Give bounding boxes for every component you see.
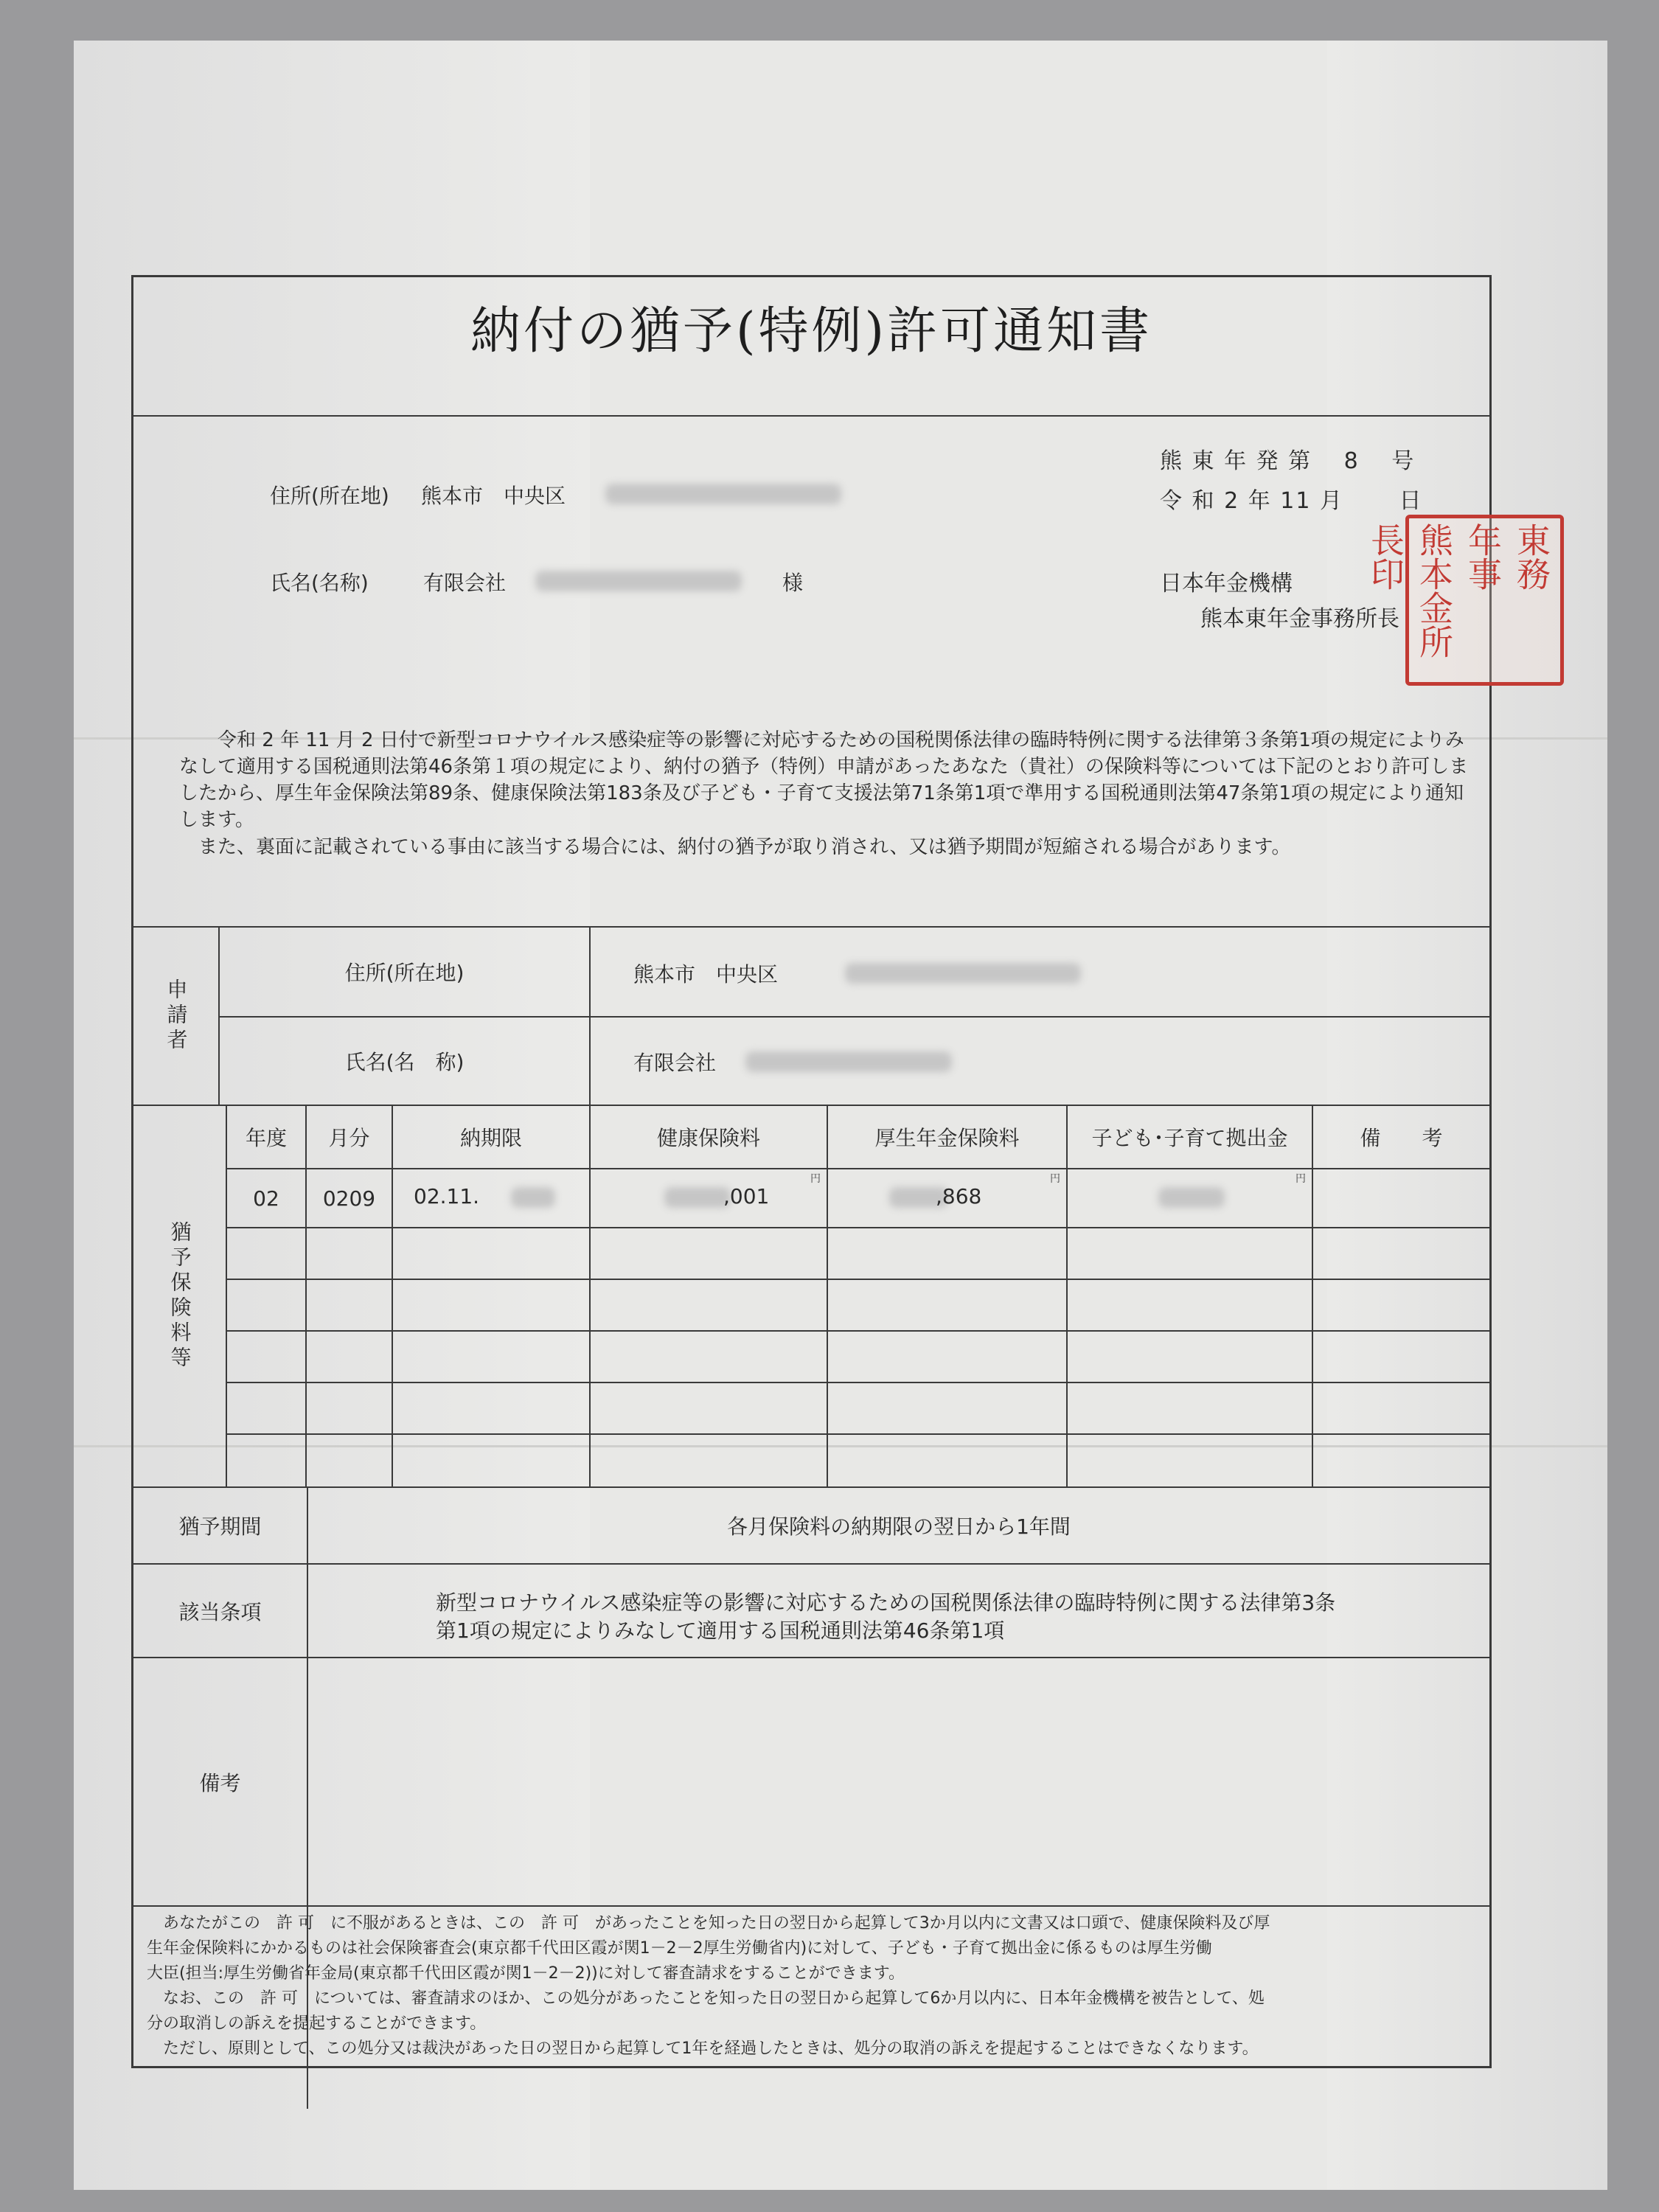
redacted-address (605, 484, 841, 504)
col-header-month: 月分 (328, 1126, 370, 1150)
header-name-value: 有限会社 (423, 571, 507, 595)
footer-line-4: なお、この 許 可 については、審査請求のほか、この処分があったことを知った日の翌日から起算して6か月以内に、日本年金機構を被告として、処 (163, 1989, 1265, 2008)
col-header-year: 年度 (245, 1126, 287, 1150)
row1-pension-amount: ,868 (936, 1184, 982, 1208)
col-header-child-contribution: 子ども･子育て拠出金 (1091, 1126, 1288, 1150)
doc-number: 熊 東 年 発 第 8 号 (1160, 448, 1416, 474)
yen-unit-health: 円 (810, 1173, 821, 1185)
issuer-organization: 日本年金機構 (1160, 571, 1293, 597)
applicable-clause-line2: 第1項の規定によりみなして適用する国税通則法第46条第1項 (436, 1618, 1005, 1643)
document-title: 納付の猶予(特例)許可通知書 (470, 302, 1153, 361)
header-address-label: 住所(所在地) (270, 484, 389, 508)
body-paragraph-1: 令和 2 年 11 月 2 日付で新型コロナウイルス感染症等の影響に対応するための国税関係法律の臨時特例に関する法律第３条第1項の規定によりみなして適用する国税通則法第46条第１項の規定により、納付の猶予（特例）申請があったあなた（貴社）の保険料等については下記のとおり許可しましたから、厚生年金保険法第89条、健康保険法第183条及び子ども・子育て支援法第71条第1項で準用する国税通則法第47条第1項の規定により通知します。 (179, 729, 1469, 831)
applicable-clause-line1: 新型コロナウイルス感染症等の影響に対応するための国税関係法律の臨時特例に関する法律第3条 (436, 1590, 1336, 1615)
remarks-label: 備考 (199, 1770, 241, 1795)
applicant-name-value: 有限会社 (633, 1051, 717, 1075)
redacted-child-amount (1158, 1187, 1225, 1208)
issue-date: 令 和 2 年 11 月 日 (1160, 488, 1423, 514)
yen-unit-child: 円 (1295, 1173, 1306, 1185)
row1-year: 02 (253, 1186, 279, 1211)
footer-notice (147, 1911, 1474, 2062)
issuer-office: 熊本東年金事務所長 (1200, 606, 1399, 632)
clause-divider (133, 1657, 1489, 1658)
seal-column-3: 熊本金所長印 (1366, 523, 1454, 658)
applicant-section-label: 申請者 (164, 978, 189, 1054)
footer-line-3: 大臣(担当:厚生労働省年金局(東京都千代田区霞が関1－2－2))に対して審査請求をすることができます。 (147, 1964, 905, 1983)
applicant-name-label: 氏名(名 称) (344, 1050, 465, 1074)
seal-column-2: 年事 (1463, 523, 1503, 591)
redacted-name (535, 571, 742, 591)
yen-unit-pension: 円 (1050, 1173, 1060, 1185)
premiums-row-divider-1 (226, 1227, 1489, 1228)
seal-column-1: 東務 (1512, 523, 1551, 591)
premiums-row-divider-5 (226, 1433, 1489, 1435)
premiums-row-divider-4 (226, 1382, 1489, 1383)
body-paragraph-2: また、裏面に記載されている事由に該当する場合には、納付の猶予が取り消され、又は猶予期間が短縮される場合があります。 (198, 836, 1291, 858)
row1-due-date: 02.11. (414, 1184, 480, 1208)
col-header-notes: 備 考 (1360, 1126, 1443, 1150)
premiums-header-divider (226, 1168, 1489, 1169)
row1-month: 0209 (322, 1186, 376, 1211)
redacted-applicant-address (845, 963, 1081, 984)
footer-line-5: 分の取消しの訴えを提起することができます。 (147, 2014, 487, 2033)
applicable-clause-label: 該当条項 (178, 1599, 262, 1624)
applicant-address-label: 住所(所在地) (344, 961, 465, 985)
row1-health-amount: ,001 (723, 1184, 770, 1208)
premiums-section-label: 猶予保険料等 (167, 1221, 192, 1371)
footer-line-1: あなたがこの 許 可 に不服があるときは、この 許 可 があったことを知った日の翌日から起算して3か月以内に文書又は口頭で、健康保険料及び厚 (163, 1914, 1270, 1933)
applicant-address-value: 熊本市 中央区 (633, 962, 779, 987)
official-seal (1366, 515, 1564, 686)
redacted-applicant-name (745, 1051, 952, 1072)
header-address-value: 熊本市 中央区 (421, 484, 566, 508)
notice-form (131, 275, 1551, 2068)
footer-line-6: ただし、原則として、この処分又は裁決があった日の翌日から起算して1年を経過したときは、処分の取消の訴えを提起することはできなくなります。 (163, 2039, 1259, 2058)
deferral-divider (133, 1563, 1489, 1565)
title-divider (133, 415, 1489, 417)
footer-line-2: 生年金保険料にかかるものは社会保険審査会(東京都千代田区霞が関1－2－2厚生労働省内)に対して、子ども・子育て拠出金に係るものは厚生労働 (147, 1939, 1212, 1958)
col-header-health-insurance: 健康保険料 (656, 1126, 760, 1150)
remarks-divider (133, 1905, 1489, 1907)
col-header-due-date: 納期限 (459, 1126, 522, 1150)
premiums-row-divider-2 (226, 1279, 1489, 1280)
redacted-due-day (511, 1187, 555, 1208)
col-header-pension: 厚生年金保険料 (874, 1126, 1020, 1150)
premiums-row-divider-3 (226, 1330, 1489, 1332)
deferral-period-label: 猶予期間 (178, 1514, 262, 1539)
redacted-health-amount (664, 1187, 731, 1208)
deferral-period-value: 各月保険料の納期限の翌日から1年間 (727, 1514, 1071, 1539)
honorific: 様 (782, 571, 804, 595)
header-name-label: 氏名(名称) (270, 571, 369, 595)
